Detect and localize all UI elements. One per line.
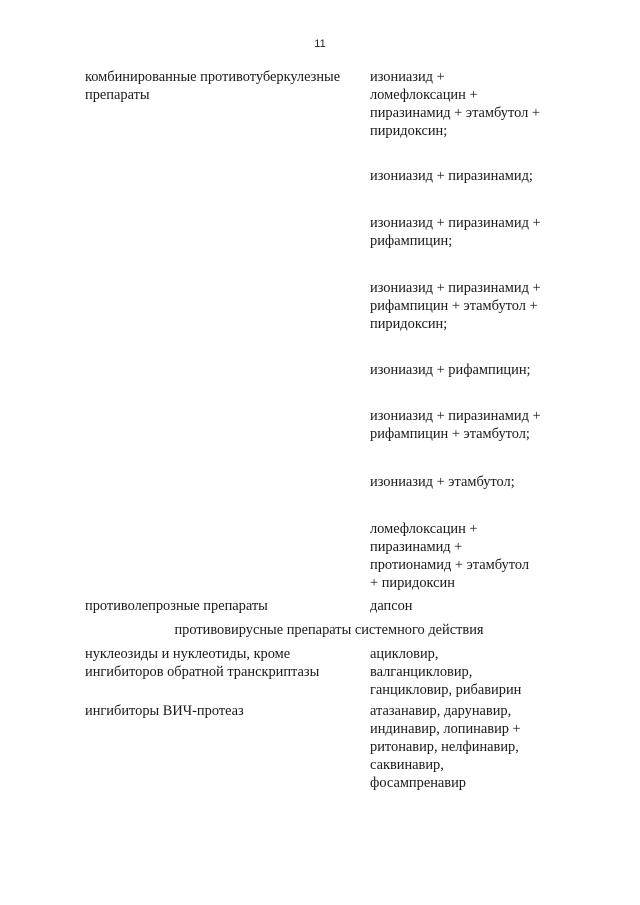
text-line: пиразинамид + (370, 539, 463, 555)
text-line: ганцикловир, рибавирин (370, 682, 522, 698)
group-label-combined-antituberculosis (85, 68, 340, 104)
text-line: протионамид + этамбутол (370, 557, 530, 573)
drug-list-hiv-protease-inhibitors (370, 702, 521, 792)
text-line: ингибиторы ВИЧ-протеаз (85, 703, 244, 719)
drug-combination-6 (370, 407, 541, 443)
drug-combination-5 (370, 361, 531, 379)
group-label-nucleosides (85, 645, 319, 681)
text-line: фосампренавир (370, 775, 466, 791)
text-line: + пиридоксин (370, 575, 455, 591)
text-line: изониазид + пиразинамид; (370, 168, 533, 184)
drug-combination-2 (370, 167, 533, 185)
text-line: изониазид + пиразинамид + (370, 408, 541, 424)
group-label-antileprosy (85, 597, 268, 615)
drug-combination-3 (370, 214, 541, 250)
drug-list-nucleosides (370, 645, 521, 699)
drug-combination-7 (370, 473, 515, 491)
text-line: саквинавир, (370, 757, 444, 773)
drug-combination-1 (370, 68, 540, 140)
text-line: рифампицин + этамбутол; (370, 426, 530, 442)
text-line: комбинированные противотуберкулезные (85, 69, 341, 85)
drug-combination-4 (370, 279, 541, 333)
text-line: нуклеозиды и нуклеотиды, кроме (85, 646, 291, 662)
section-heading-antivirals: противовирусные препараты системного действия (174, 622, 484, 638)
text-line: ингибиторов обратной транскриптазы (85, 664, 320, 680)
text-line: изониазид + (370, 69, 445, 85)
text-line: рифампицин; (370, 233, 453, 249)
text-line: рифампицин + этамбутол + (370, 298, 538, 314)
text-line: ацикловир, (370, 646, 439, 662)
text-line: пиридоксин; (370, 316, 448, 332)
text-line: изониазид + этамбутол; (370, 474, 515, 490)
text-line: противолепрозные препараты (85, 598, 268, 614)
group-label-hiv-protease-inhibitors (85, 702, 244, 720)
page-number: 11 (314, 38, 326, 50)
drug-combination-8 (370, 520, 529, 592)
text-line: валганцикловир, (370, 664, 473, 680)
text-line: изониазид + пиразинамид + (370, 280, 541, 296)
text-line: пиразинамид + этамбутол + (370, 105, 541, 121)
text-line: атазанавир, дарунавир, (370, 703, 512, 719)
text-line: дапсон (370, 598, 413, 614)
text-line: препараты (85, 87, 150, 103)
text-line: пиридоксин; (370, 123, 448, 139)
text-line: изониазид + рифампицин; (370, 362, 531, 378)
text-line: ломефлоксацин + (370, 87, 478, 103)
drug-dapsone (370, 597, 413, 615)
text-line: ломефлоксацин + (370, 521, 478, 537)
text-line: индинавир, лопинавир + (370, 721, 521, 737)
text-line: ритонавир, нелфинавир, (370, 739, 519, 755)
text-line: изониазид + пиразинамид + (370, 215, 541, 231)
